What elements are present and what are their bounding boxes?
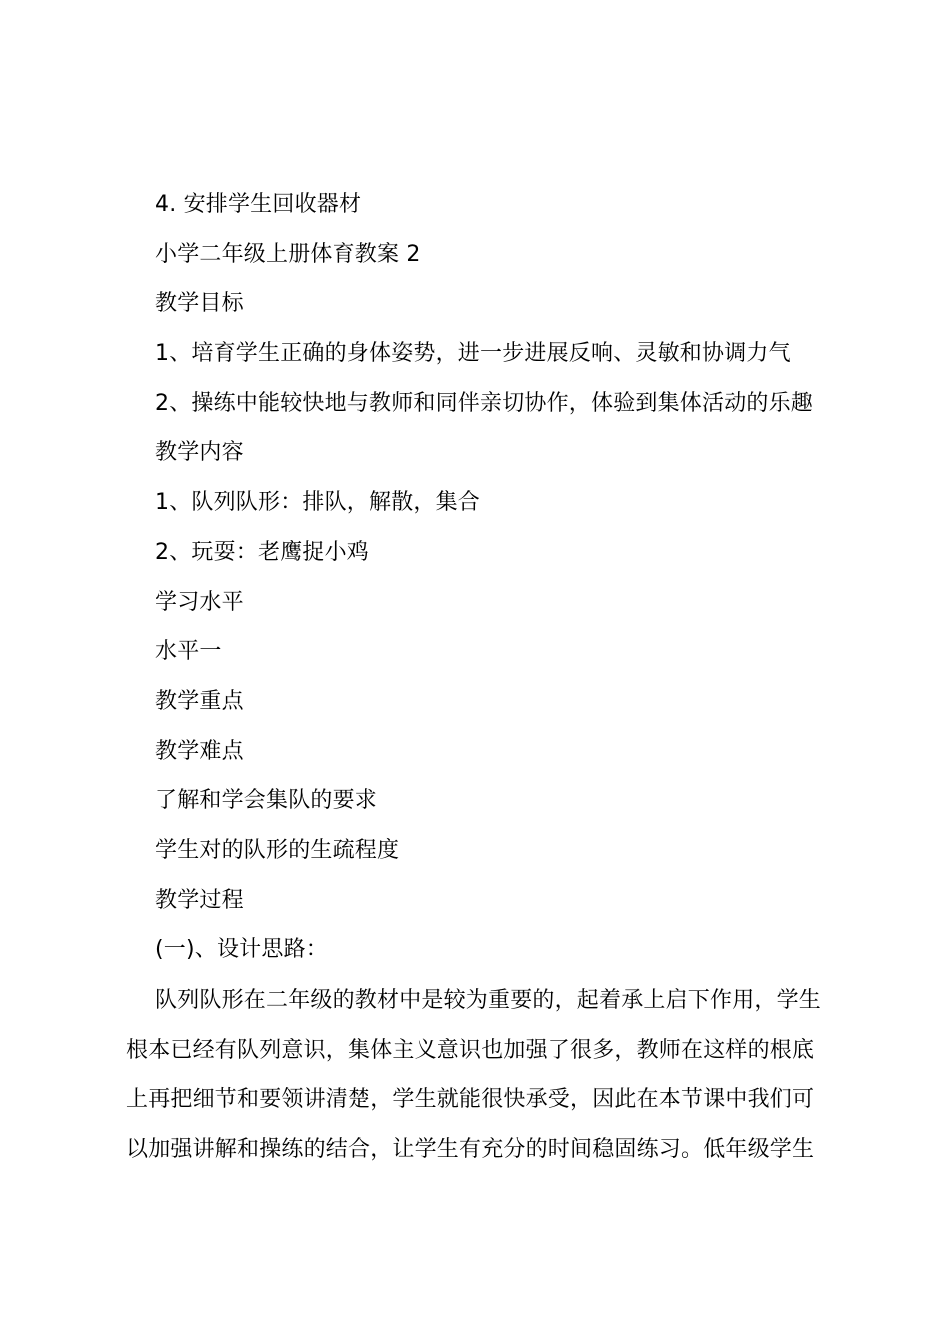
document-lines	[155, 186, 855, 981]
paragraph-line: 以加强讲解和操练的结合，让学生有充分的时间稳固练习。低年级学生	[126, 1137, 815, 1163]
text-line: 水平一	[155, 639, 222, 665]
section-heading: 教学过程	[155, 887, 244, 913]
text-line: 4. 安排学生回收器材	[155, 192, 362, 217]
text-line: 2、玩耍：老鹰捉小鸡	[155, 539, 369, 565]
text-line: 学生对的队形的生疏程度	[155, 837, 400, 863]
paragraph-line: 上再把细节和要领讲清楚，学生就能很快承受，因此在本节课中我们可	[126, 1087, 815, 1113]
paragraph-line: 队列队形在二年级的教材中是较为重要的，起着承上启下作用，学生	[155, 988, 822, 1013]
section-heading: 教学重点	[155, 688, 244, 714]
lesson-title: 小学二年级上册体育教案 2	[155, 241, 421, 267]
section-heading: 教学目标	[155, 291, 244, 317]
text-line: 了解和学会集队的要求	[155, 788, 378, 814]
text-line: (一)、设计思路：	[155, 937, 328, 963]
text-line: 1、培育学生正确的身体姿势，进一步进展反响、灵敏和协调力气	[155, 341, 791, 367]
text-line: 2、操练中能较快地与教师和同伴亲切协作，体验到集体活动的乐趣	[155, 390, 813, 416]
body-paragraph	[126, 982, 834, 1181]
section-heading: 教学内容	[155, 440, 244, 466]
paragraph-line: 根本已经有队列意识，集体主义意识也加强了很多，教师在这样的根底	[126, 1037, 815, 1063]
section-heading: 学习水平	[155, 589, 244, 615]
section-heading: 教学难点	[155, 738, 244, 764]
text-line: 1、队列队形：排队，解散，集合	[155, 490, 480, 516]
